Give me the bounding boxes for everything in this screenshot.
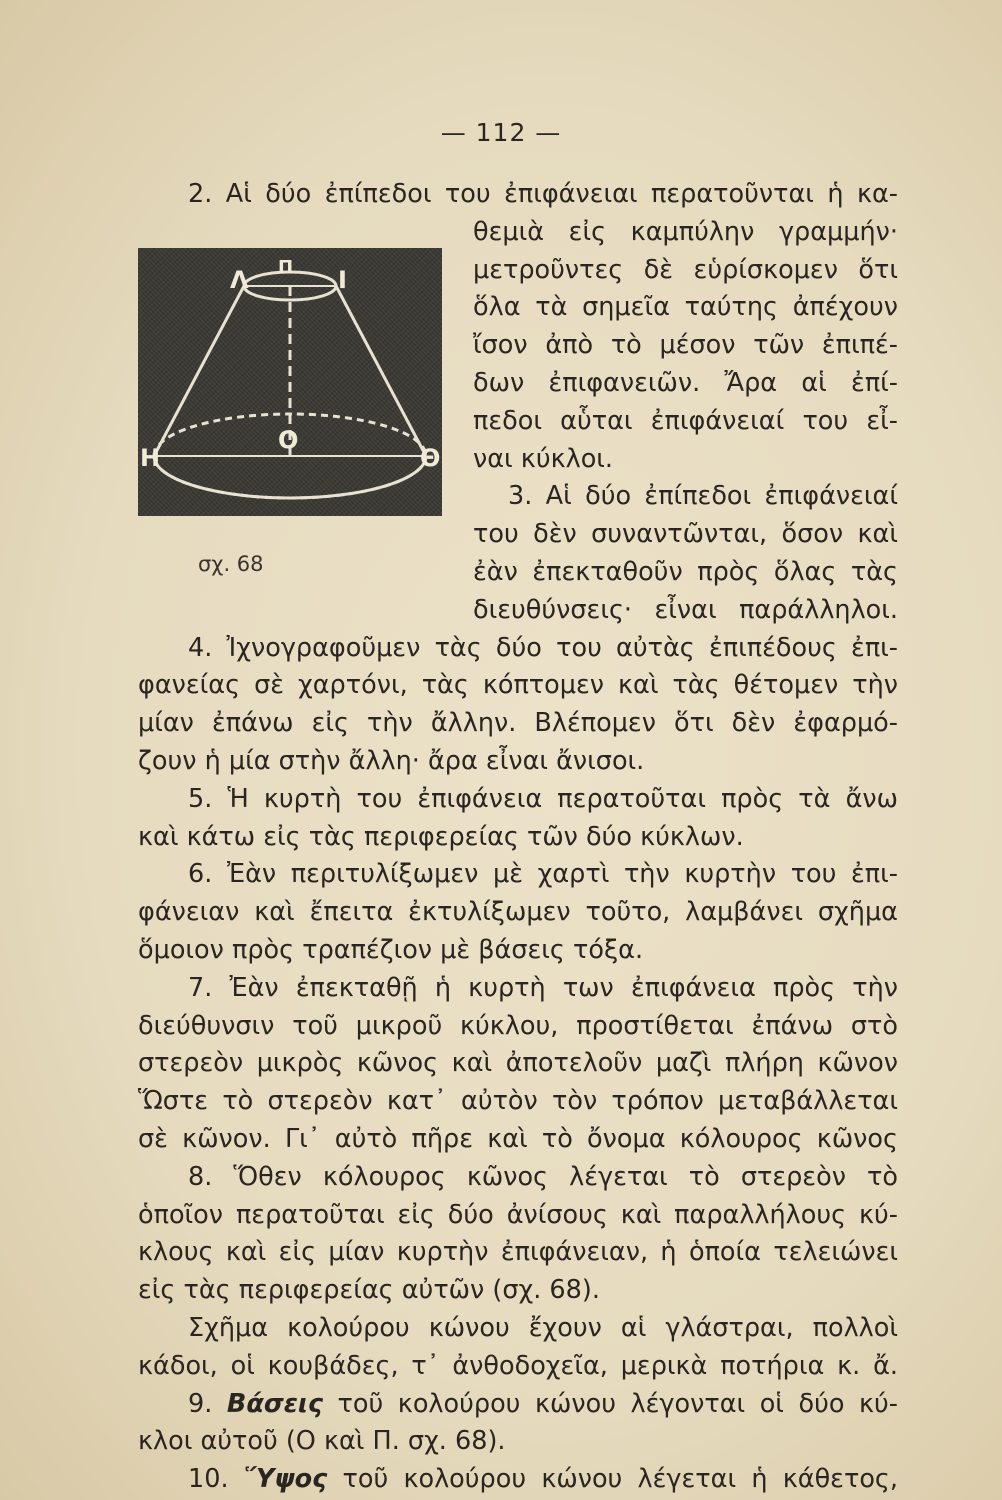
text-line — [188, 1386, 898, 1424]
line-rest: τοῦ κολούρου κώνου λέγεται ἡ κάθετος, — [327, 1464, 898, 1495]
text-line: 8. Ὅθεν κόλουρος κῶνος λέγεται τὸ στερεὸν τὸ — [188, 1161, 898, 1192]
line-rest: τοῦ κολούρου κώνου λέγονται οἱ δύο κύ- — [322, 1388, 899, 1419]
text-line: φανείας σὲ χαρτόνι, τὰς κόπτομεν καὶ τὰς θέτομεν τὴν — [138, 670, 898, 701]
label-P: Π — [278, 257, 294, 278]
text-line: σὲ κῶνον. Γι᾽ αὐτὸ πῆρε καὶ τὸ ὄνομα κόλουρος κῶνος — [138, 1123, 898, 1154]
figure-caption: σχ. 68 — [198, 552, 264, 576]
text-line: διεύθυνσιν τοῦ μικροῦ κύκλου, προστίθεται ἐπάνω στὸ — [138, 1010, 898, 1041]
text-line: φάνειαν καὶ ἔπειτα ἐκτυλίξωμεν τοῦτο, λαμβάνει σχῆμα — [138, 897, 898, 928]
label-O: Ο — [278, 426, 299, 454]
text-line: ὁποῖον περατοῦται εἰς δύο ἀνίσους καὶ παραλλήλους κύ- — [138, 1199, 898, 1230]
text-line: δων ἐπιφανειῶν. Ἄρα αἱ ἐπί- — [473, 367, 898, 398]
label-I: Ι — [338, 266, 347, 294]
text-line: καὶ κάτω εἰς τὰς περιφερείας τῶν δύο κύκλων. — [138, 821, 744, 852]
line-prefix: 9. — [188, 1388, 227, 1419]
label-TH: Θ — [420, 444, 441, 472]
label-L: Λ — [230, 266, 249, 294]
text-line: ἴσον ἀπὸ τὸ μέσον τῶν ἐπιπέ- — [473, 330, 898, 361]
text-line: μετροῦντες δὲ εὑρίσκομεν ὅτι — [473, 254, 898, 285]
term-bases: Βάσεις — [226, 1388, 323, 1419]
text-line: 6. Ἐὰν περιτυλίξωμεν μὲ χαρτὶ τὴν κυρτὴν του ἐπι- — [188, 859, 898, 890]
text-line — [188, 1461, 898, 1499]
text-line: στερεὸν μικρὸς κῶνος καὶ ἀποτελοῦν μαζὶ πλήρη κῶνον — [138, 1048, 898, 1079]
label-H: Η — [140, 444, 161, 472]
text-line: 7. Ἐὰν ἐπεκταθῇ ἡ κυρτὴ των ἐπιφάνεια πρὸς τὴν — [188, 972, 898, 1003]
text-line: ζουν ἡ μία στὴν ἄλλη· ἄρα εἶναι ἄνισοι. — [138, 745, 645, 776]
page-number: — 112 — — [440, 118, 562, 147]
text-line: κάδοι, οἱ κουβάδες, τ᾽ ἀνθοδοχεῖα, μερικὰ ποτήρια κ. ἄ. — [138, 1350, 898, 1381]
text-line: εἰς τὰς περιφερείας αὐτῶν (σχ. 68). — [138, 1275, 600, 1306]
text-line: πεδοι αὗται ἐπιφάνειαί του εἶ- — [473, 405, 898, 436]
text-line: διευθύνσεις· εἶναι παράλληλοι. — [473, 594, 898, 625]
term-height: Ὕψος — [243, 1464, 328, 1495]
text-line: Ὥστε τὸ στερεὸν κατ᾽ αὐτὸν τὸν τρόπον μεταβάλλεται — [138, 1086, 898, 1117]
text-line: ὅμοιον πρὸς τραπέζιον μὲ βάσεις τόξα. — [138, 934, 644, 965]
text-line: κλους καὶ εἰς μίαν κυρτὴν ἐπιφάνειαν, ἡ ὁποία τελειώνει — [138, 1237, 898, 1268]
text-line: του δὲν συναντῶνται, ὅσον καὶ — [473, 519, 898, 550]
text-line: μίαν ἐπάνω εἰς τὴν ἄλλην. Βλέπομεν ὅτι δὲν ἐφαρμό- — [138, 708, 898, 739]
body-text — [138, 176, 898, 1499]
text-line: Σχῆμα κολούρου κώνου ἔχουν αἱ γλάστραι, πολλοὶ — [188, 1312, 898, 1343]
text-line: κλοι αὐτοῦ (Ο καὶ Π. σχ. 68). — [138, 1426, 506, 1457]
text-line: 3. Αἱ δύο ἐπίπεδοι ἐπιφάνειαί — [508, 481, 898, 512]
text-line: θεμιὰ εἰς καμπύλην γραμμήν· — [473, 216, 898, 247]
text-line: ἐὰν ἐπεκταθοῦν πρὸς ὅλας τὰς — [473, 556, 898, 587]
line-prefix: 10. — [188, 1464, 244, 1495]
text-line: ὅλα τὰ σημεῖα ταύτης ἀπέχουν — [473, 292, 898, 323]
text-line: 4. Ἰχνογραφοῦμεν τὰς δύο του αὐτὰς ἐπιπέδους ἐπι- — [188, 632, 898, 663]
text-line: ναι κύκλοι. — [473, 443, 614, 474]
text-line: 5. Ἡ κυρτὴ του ἐπιφάνεια περατοῦται πρὸς τὰ ἄνω — [188, 783, 898, 814]
text-line: 2. Αἱ δύο ἐπίπεδοι του ἐπιφάνειαι περατοῦνται ἡ κα- — [188, 179, 898, 209]
